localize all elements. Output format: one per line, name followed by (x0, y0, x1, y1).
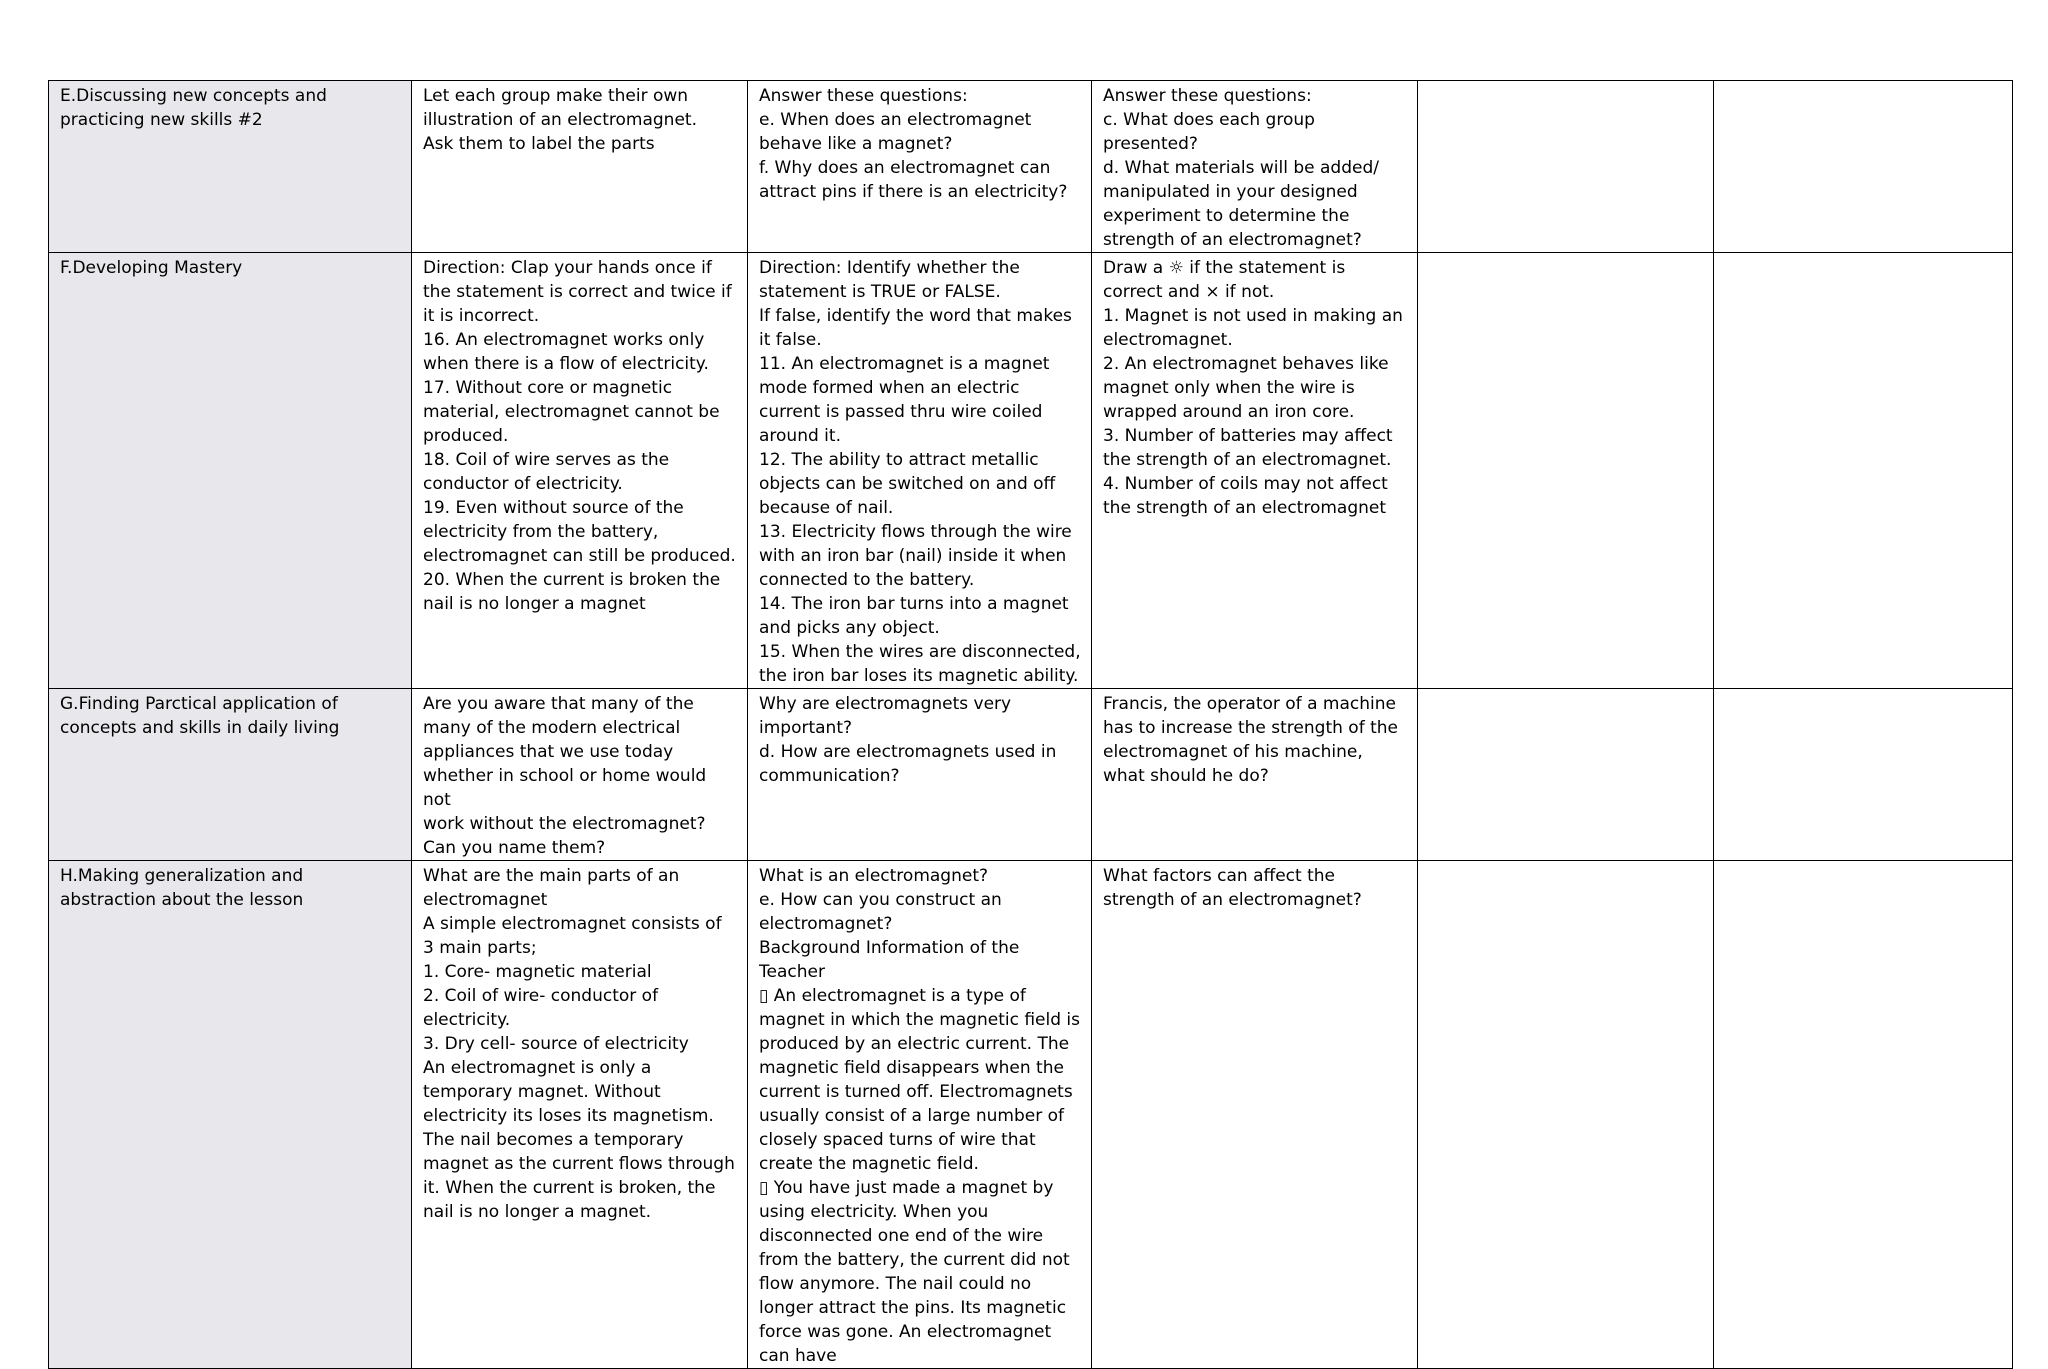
empty-cell (1418, 253, 1714, 689)
empty-cell (1714, 253, 2013, 689)
table-cell: Are you aware that many of the many of the modern electrical appliances that we use today whether in school or home would not work without the electromagnet? Can you name them? (412, 689, 748, 861)
table-cell: Why are electromagnets very important? d. How are electromagnets used in communication? (748, 689, 1092, 861)
empty-cell (1714, 689, 2013, 861)
empty-cell (1418, 861, 1714, 1369)
table-cell: Draw a ☼ if the statement is correct and × if not. 1. Magnet is not used in making an electromagnet. 2. An electromagnet behaves like magnet only when the wire is wrapped around an iron core. 3. Number of batteries may affect the strength of an electromagnet. 4. Number of coils may not affect the strength of an electromagnet (1092, 253, 1418, 689)
row-label-cell: G.Finding Parctical application of concepts and skills in daily living (49, 689, 412, 861)
table-row (49, 689, 2013, 861)
table-cell: Answer these questions: c. What does each group presented? d. What materials will be added/ manipulated in your designed experiment to determine the strength of an electromagnet? (1092, 81, 1418, 253)
empty-cell (1418, 81, 1714, 253)
table-cell: Francis, the operator of a machine has to increase the strength of the electromagnet of his machine, what should he do? (1092, 689, 1418, 861)
table-row (49, 81, 2013, 253)
table-cell: What is an electromagnet? e. How can you construct an electromagnet? Background Information of the Teacher ▯ An electromagnet is a type of magnet in which the magnetic field is produced by an electric current. The magnetic field disappears when the current is turned off. Electromagnets usually consist of a large number of closely spaced turns of wire that create the magnetic field. ▯ You have just made a magnet by using electricity. When you disconnected one end of the wire from the battery, the current did not flow anymore. The nail could no longer attract the pins. Its magnetic force was gone. An electromagnet can have (748, 861, 1092, 1369)
table-cell: What are the main parts of an electromagnet A simple electromagnet consists of 3 main parts; 1. Core- magnetic material 2. Coil of wire- conductor of electricity. 3. Dry cell- source of electricity An electromagnet is only a temporary magnet. Without electricity its loses its magnetism. The nail becomes a temporary magnet as the current flows through it. When the current is broken, the nail is no longer a magnet. (412, 861, 748, 1369)
empty-cell (1714, 81, 2013, 253)
table-row (49, 861, 2013, 1369)
table-cell: What factors can affect the strength of an electromagnet? (1092, 861, 1418, 1369)
table-cell: Direction: Clap your hands once if the statement is correct and twice if it is incorrect. 16. An electromagnet works only when there is a flow of electricity. 17. Without core or magnetic material, electromagnet cannot be produced. 18. Coil of wire serves as the conductor of electricity. 19. Even without source of the electricity from the battery, electromagnet can still be produced. 20. When the current is broken the nail is no longer a magnet (412, 253, 748, 689)
row-label-cell: H.Making generalization and abstraction about the lesson (49, 861, 412, 1369)
row-label-cell: F.Developing Mastery (49, 253, 412, 689)
lesson-plan-table (48, 80, 2013, 1369)
empty-cell (1714, 861, 2013, 1369)
table-row (49, 253, 2013, 689)
table-cell: Let each group make their own illustration of an electromagnet. Ask them to label the parts (412, 81, 748, 253)
row-label-cell: E.Discussing new concepts and practicing new skills #2 (49, 81, 412, 253)
empty-cell (1418, 689, 1714, 861)
table-cell: Answer these questions: e. When does an electromagnet behave like a magnet? f. Why does an electromagnet can attract pins if there is an electricity? (748, 81, 1092, 253)
table-cell: Direction: Identify whether the statement is TRUE or FALSE. If false, identify the word that makes it false. 11. An electromagnet is a magnet mode formed when an electric current is passed thru wire coiled around it. 12. The ability to attract metallic objects can be switched on and off because of nail. 13. Electricity flows through the wire with an iron bar (nail) inside it when connected to the battery. 14. The iron bar turns into a magnet and picks any object. 15. When the wires are disconnected, the iron bar loses its magnetic ability. (748, 253, 1092, 689)
